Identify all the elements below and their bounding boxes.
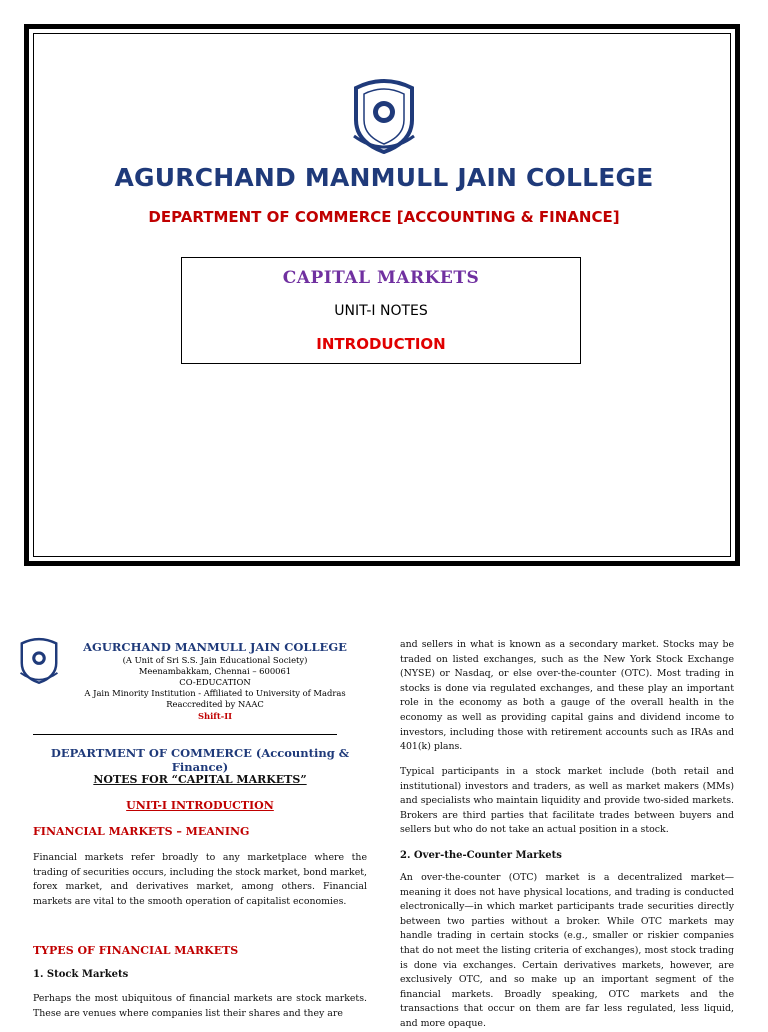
cover-department: DEPARTMENT OF COMMERCE [ACCOUNTING & FINANCE]: [148, 208, 620, 226]
paragraph-meaning: Financial markets refer broadly to any marketplace where the trading of securities occurs, including the stock market, bond market, forex market, and derivatives market, among others. Financial markets are vital to the smooth operation of capitalist economies.: [33, 852, 367, 907]
paragraph-otc-markets: An over-the-counter (OTC) market is a decentralized market—meaning it does not have physical locations, and trading is conducted electronically—in which market participants trade securities directly between two parties without a broker. While OTC markets may handle trading in certain stocks (e.g., smaller or riskier companies that do not meet the listing criteria of exchanges), most stock trading is done via exchanges. Certain derivatives markets, however, are exclusively OTC, and so make up an important segment of the financial markets. Broadly speaking, OTC markets and the transactions that occur on them are far less regulated, less liquid, and more opaque.: [400, 872, 734, 1029]
paragraph-participants: Typical participants in a stock market include (both retail and institutional) investors and traders, as well as market makers (MMs) and specialists who maintain liquidity and provide two-sided markets. Brokers are third parties that facilitate trades between buyers and sellers but who do not take an actual position in a stock.: [400, 766, 734, 836]
subheading-otc-markets: 2. Over-the-Counter Markets: [400, 850, 562, 861]
college-logo-icon: [344, 76, 424, 154]
paragraph-stock-markets: Perhaps the most ubiquitous of financial markets are stock markets. These are venues where companies list their shares and they are: [33, 993, 367, 1019]
notes-page: [0, 632, 768, 1029]
notes-title: NOTES FOR “CAPITAL MARKETS”: [93, 773, 307, 786]
header-line: (A Unit of Sri S.S. Jain Educational Society): [122, 655, 308, 665]
header-shift: Shift-II: [197, 711, 233, 721]
cover-unit: UNIT-I NOTES: [334, 303, 428, 319]
subheading-stock-markets: 1. Stock Markets: [33, 969, 129, 980]
header-line: A Jain Minority Institution - Affiliated to University of Madras: [84, 688, 346, 698]
cover-college-title: AGURCHAND MANMULL JAIN COLLEGE: [114, 163, 654, 192]
header-line: CO-EDUCATION: [179, 677, 251, 687]
cover-subject-box: [181, 257, 581, 364]
cover-subject: CAPITAL MARKETS: [282, 268, 480, 288]
paragraph-stock-markets-continued: and sellers in what is known as a secondary market. Stocks may be traded on listed exchanges, such as the New York Stock Exchange (NYSE) or Nasdaq, or else over-the-counter (OTC). Most trading in stocks is done via regulated exchanges, and these play an important role in the economy as both a gauge of the overall health in the economy as well as providing capital gains and dividend income to investors, including those with retirement accounts such as IRAs and 401(k) plans.: [400, 639, 734, 753]
notes-department: DEPARTMENT OF COMMERCE (Accounting & Finance): [50, 746, 350, 774]
heading-types: TYPES OF FINANCIAL MARKETS: [33, 944, 239, 957]
heading-meaning: FINANCIAL MARKETS – MEANING: [33, 825, 250, 838]
header-line: Reaccredited by NAAC: [166, 699, 264, 709]
unit-heading: UNIT-I INTRODUCTION: [126, 799, 274, 812]
header-line: Meenambakkam, Chennai – 600061: [138, 666, 292, 676]
cover-topic: INTRODUCTION: [316, 335, 446, 353]
header-college: AGURCHAND MANMULL JAIN COLLEGE: [83, 640, 347, 654]
header-divider: [33, 734, 337, 735]
